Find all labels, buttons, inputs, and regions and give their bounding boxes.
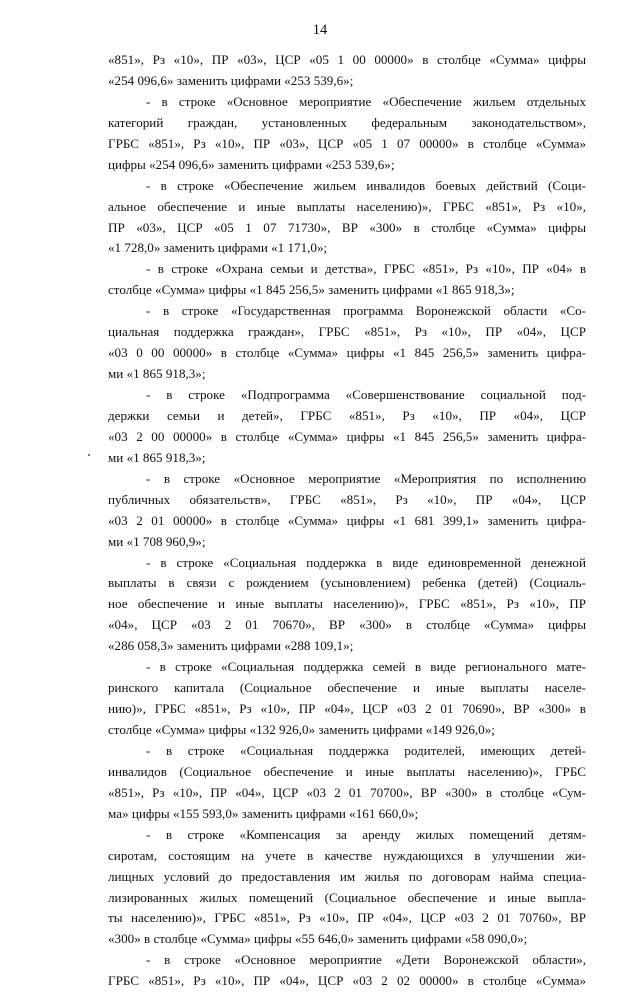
text-line: «851», Рз «10», ПР «04», ЦСР «03 2 01 70700», ВР «300» в столбце «Сум-: [108, 784, 586, 800]
text-line: - в строке «Социальная поддержка родителей, имеющих детей-: [146, 742, 586, 758]
text-line: «1 728,0» заменить цифрами «1 171,0»;: [108, 240, 328, 256]
text-line: лизированных жилых помещений (Социальное обеспечение и иные выпла-: [108, 889, 586, 905]
text-line: лищных условий до предоставления им жилья по договорам найма специа-: [108, 868, 586, 884]
text-line: - в строке «Подпрограмма «Совершенствование социальной под-: [146, 387, 586, 402]
text-line: нию)», ГРБС «851», Рз «10», ПР «04», ЦСР «03 2 01 70690», ВР «300» в: [108, 701, 586, 717]
text-line: «286 058,3» заменить цифрами «288 109,1»;: [108, 638, 354, 654]
text-line: цифры «254 096,6» заменить цифрами «253 539,6»;: [108, 156, 395, 172]
text-line: циальная поддержка граждан», ГРБС «851», Рз «10», ПР «04», ЦСР: [108, 324, 586, 340]
text-line: «03 0 00 00000» в столбце «Сумма» цифры «1 845 256,5» заменить цифра-: [108, 345, 586, 361]
text-line: - в строке «Основное мероприятие «Мероприятия по исполнению: [146, 470, 586, 486]
text-line: ное обеспечение и иные выплаты населению)», ГРБС «851», Рз «10», ПР: [108, 596, 586, 612]
text-line: «03 2 01 00000» в столбце «Сумма» цифры «1 681 399,1» заменить цифра-: [108, 512, 586, 528]
text-line: - в строке «Основное мероприятие «Обеспечение жильем отдельных: [146, 93, 586, 109]
text-line: «03 2 00 00000» в столбце «Сумма» цифры «1 845 256,5» заменить цифра-: [108, 428, 586, 444]
text-line: сиротам, состоящим на учете в качестве нуждающихся в улучшении жи-: [108, 847, 586, 863]
text-line: ринского капитала (Социальное обеспечение и иные выплаты населе-: [108, 680, 586, 696]
text-line: инвалидов (Социальное обеспечение и иные выплаты населению)», ГРБС: [108, 763, 586, 779]
text-line: ГРБС «851», Рз «10», ПР «04», ЦСР «03 2 02 00000» в столбце «Сумма»: [108, 973, 586, 989]
text-line: держки семьи и детей», ГРБС «851», Рз «10», ПР «04», ЦСР: [108, 407, 586, 423]
text-line: «851», Рз «10», ПР «03», ЦСР «05 1 00 00000» в столбце «Сумма» цифры: [108, 52, 586, 67]
text-line: - в строке «Государственная программа Воронежской области «Со-: [146, 303, 586, 319]
text-line: ми «1 708 960,9»;: [108, 533, 206, 549]
text-line: - в строке «Компенсация за аренду жилых помещений детям-: [146, 826, 586, 842]
page-number: 14: [312, 22, 328, 38]
text-line: столбце «Сумма» цифры «132 926,0» заменить цифрами «149 926,0»;: [108, 722, 495, 737]
scan-speck: [88, 454, 90, 456]
text-line: - в строке «Социальная поддержка семей в виде регионального мате-: [146, 659, 586, 675]
text-line: ма» цифры «155 593,0» заменить цифрами «161 660,0»;: [108, 805, 419, 821]
text-line: «04», ЦСР «03 2 01 70670», ВР «300» в столбце «Сумма» цифры: [108, 617, 586, 633]
text-line: альное обеспечение и иные выплаты населению)», ГРБС «851», Рз «10»,: [108, 198, 586, 214]
text-line: категорий граждан, установленных федеральным законодательством»,: [108, 114, 586, 130]
text-line: ты населению)», ГРБС «851», Рз «10», ПР «04», ЦСР «03 2 01 70760», ВР: [108, 910, 586, 926]
text-line: «300» в столбце «Сумма» цифры «55 646,0» заменить цифрами «58 090,0»;: [108, 931, 528, 947]
document-body: [108, 50, 586, 992]
text-line: столбце «Сумма» цифры «1 845 256,5» заменить цифрами «1 865 918,3»;: [108, 282, 515, 298]
text-line: ми «1 865 918,3»;: [108, 366, 206, 382]
text-line: - в строке «Обеспечение жильем инвалидов боевых действий (Соци-: [146, 177, 586, 193]
text-line: ми «1 865 918,3»;: [108, 449, 206, 465]
text-line: - в строке «Охрана семьи и детства», ГРБС «851», Рз «10», ПР «04» в: [146, 261, 586, 277]
text-line: - в строке «Основное мероприятие «Дети Воронежской области»,: [146, 952, 586, 968]
text-line: ПР «03», ЦСР «05 1 07 71730», ВР «300» в столбце «Сумма» цифры: [108, 219, 586, 235]
text-line: ГРБС «851», Рз «10», ПР «03», ЦСР «05 1 07 00000» в столбце «Сумма»: [108, 135, 586, 151]
text-line: публичных обязательств», ГРБС «851», Рз «10», ПР «04», ЦСР: [108, 491, 586, 507]
text-line: выплаты в связи с рождением (усыновлением) ребенка (детей) (Социаль-: [108, 575, 586, 591]
text-line: «254 096,6» заменить цифрами «253 539,6»;: [108, 72, 354, 88]
text-line: - в строке «Социальная поддержка в виде единовременной денежной: [146, 554, 586, 570]
